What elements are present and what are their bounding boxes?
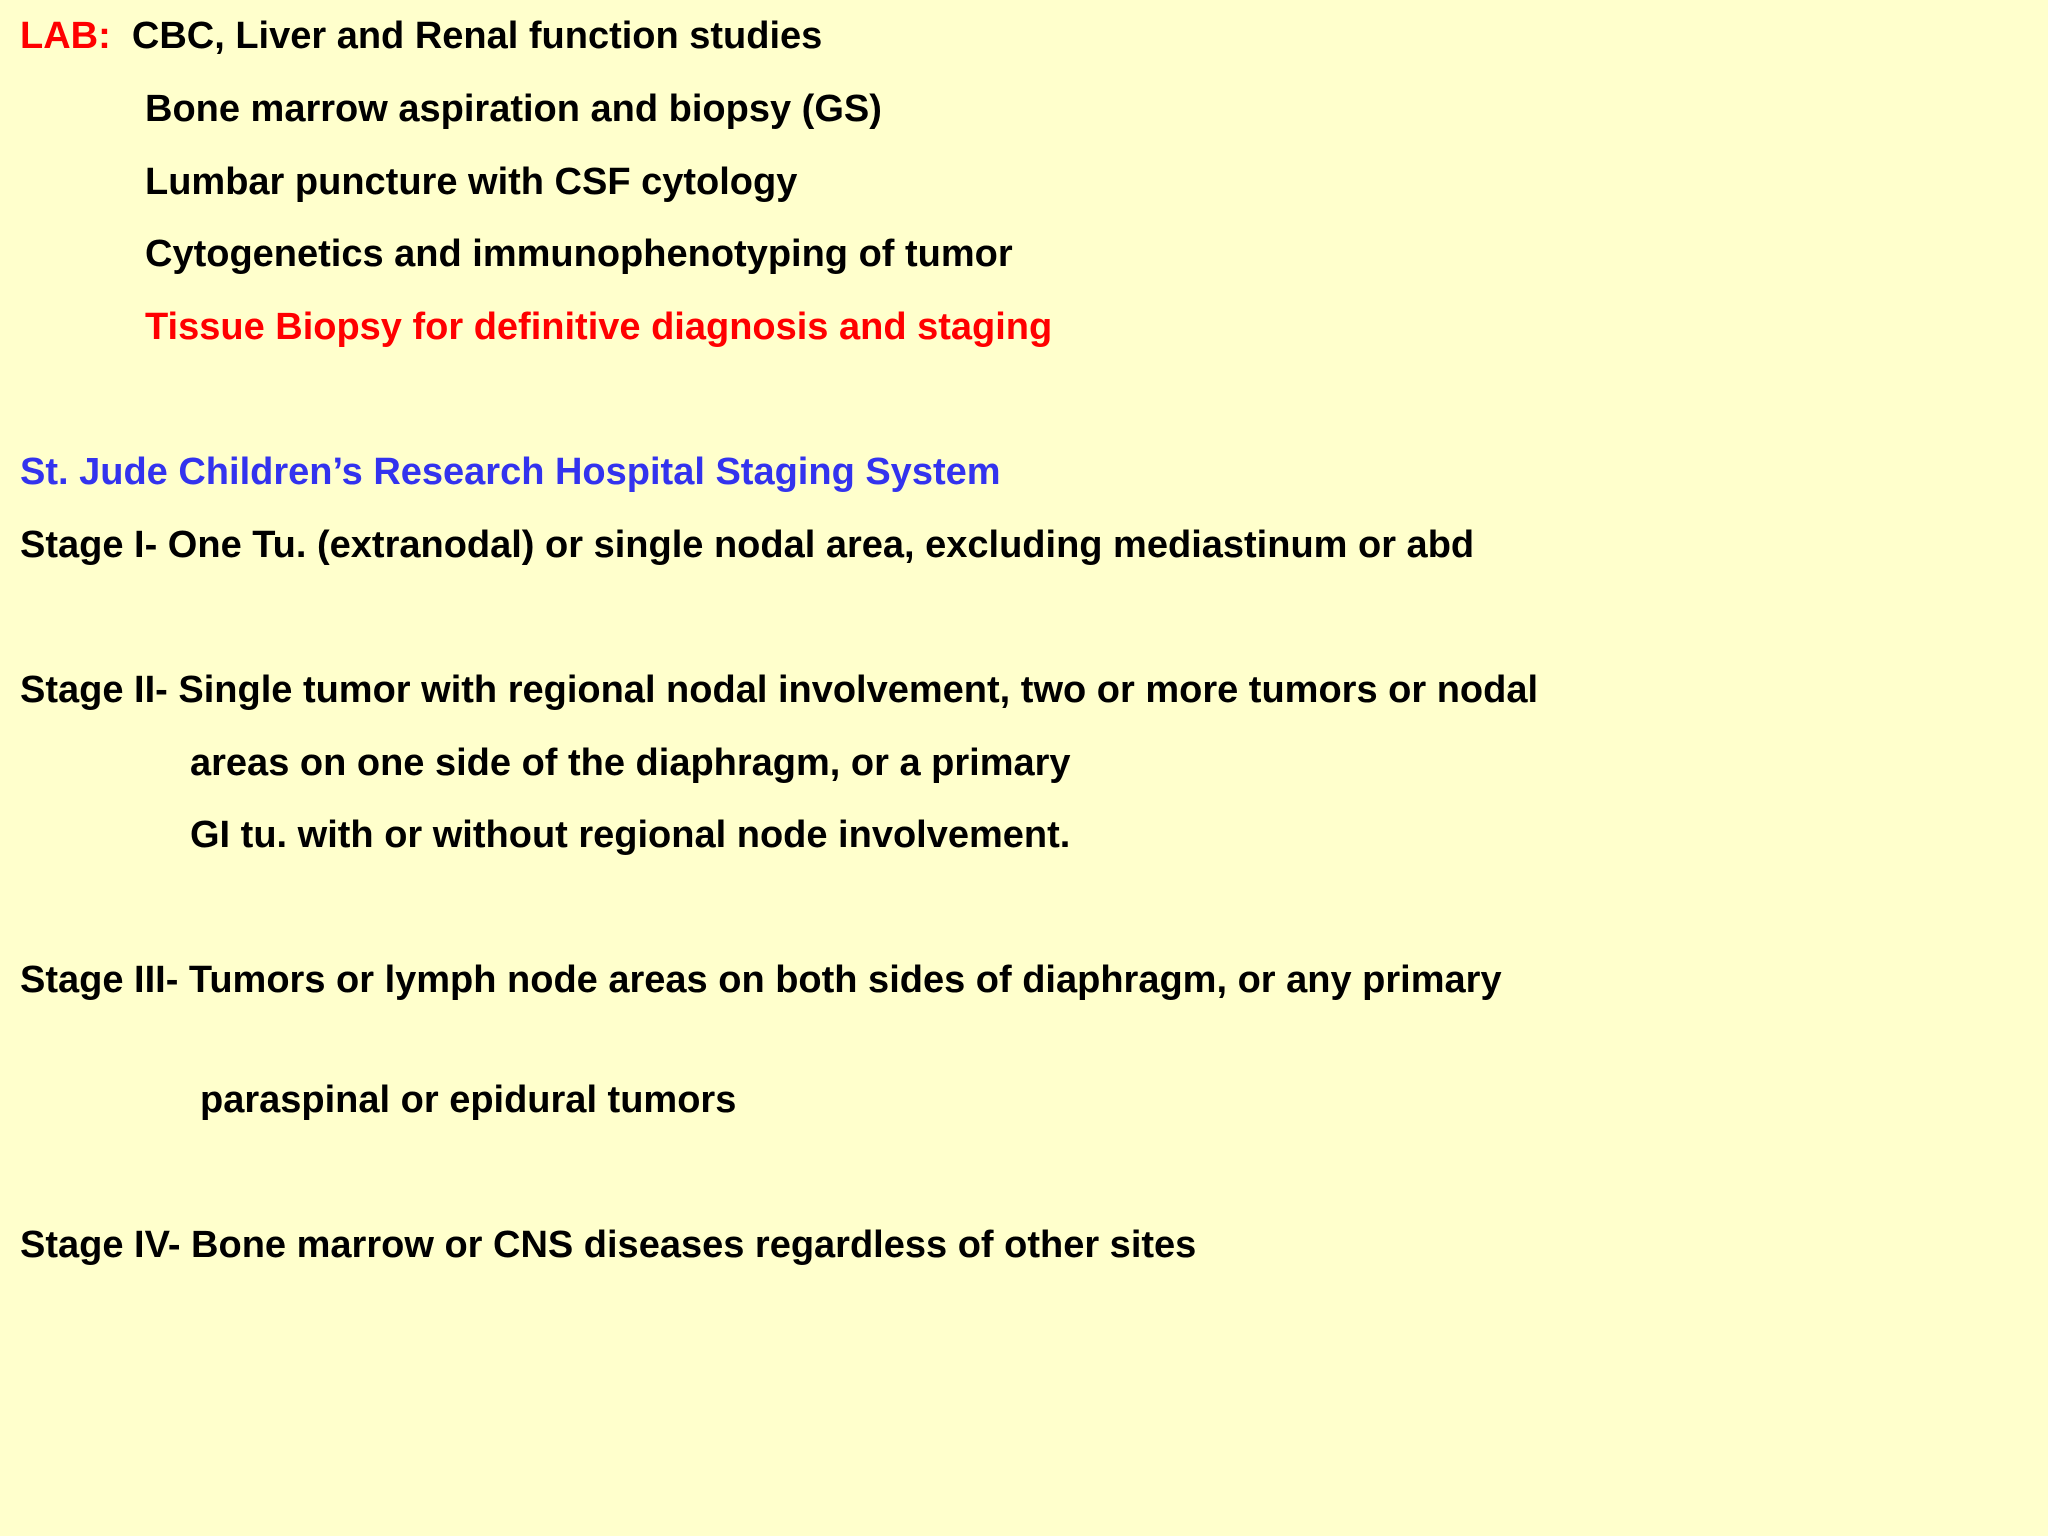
- stage-2-line-2: areas on one side of the diaphragm, or a primary: [190, 742, 1071, 784]
- lab-item-cbc: CBC, Liver and Renal function studies: [131, 15, 823, 57]
- stage-1-line-1: Stage I- One Tu. (extranodal) or single nodal area, excluding mediastinum or abd: [20, 524, 1475, 566]
- staging-heading: St. Jude Children’s Research Hospital Staging System: [20, 451, 1001, 493]
- stage-2-line-3: GI tu. with or without regional node involvement.: [190, 814, 1071, 856]
- lab-item-lumbar-puncture: Lumbar puncture with CSF cytology: [145, 161, 798, 203]
- lab-item-tissue-biopsy: Tissue Biopsy for definitive diagnosis and staging: [145, 306, 1053, 348]
- lab-item-cytogenetics: Cytogenetics and immunophenotyping of tumor: [145, 233, 1013, 275]
- stage-4-line-1: Stage IV- Bone marrow or CNS diseases regardless of other sites: [20, 1224, 1197, 1266]
- stage-3-line-1: Stage III- Tumors or lymph node areas on both sides of diaphragm, or any primary: [20, 959, 1502, 1001]
- stage-3-line-2: paraspinal or epidural tumors: [200, 1079, 737, 1121]
- stage-2-line-1: Stage II- Single tumor with regional nodal involvement, two or more tumors or nodal: [20, 669, 1539, 711]
- lab-line-1: [20, 14, 822, 58]
- lab-label: LAB:: [20, 15, 111, 57]
- lab-item-bone-marrow: Bone marrow aspiration and biopsy (GS): [145, 88, 882, 130]
